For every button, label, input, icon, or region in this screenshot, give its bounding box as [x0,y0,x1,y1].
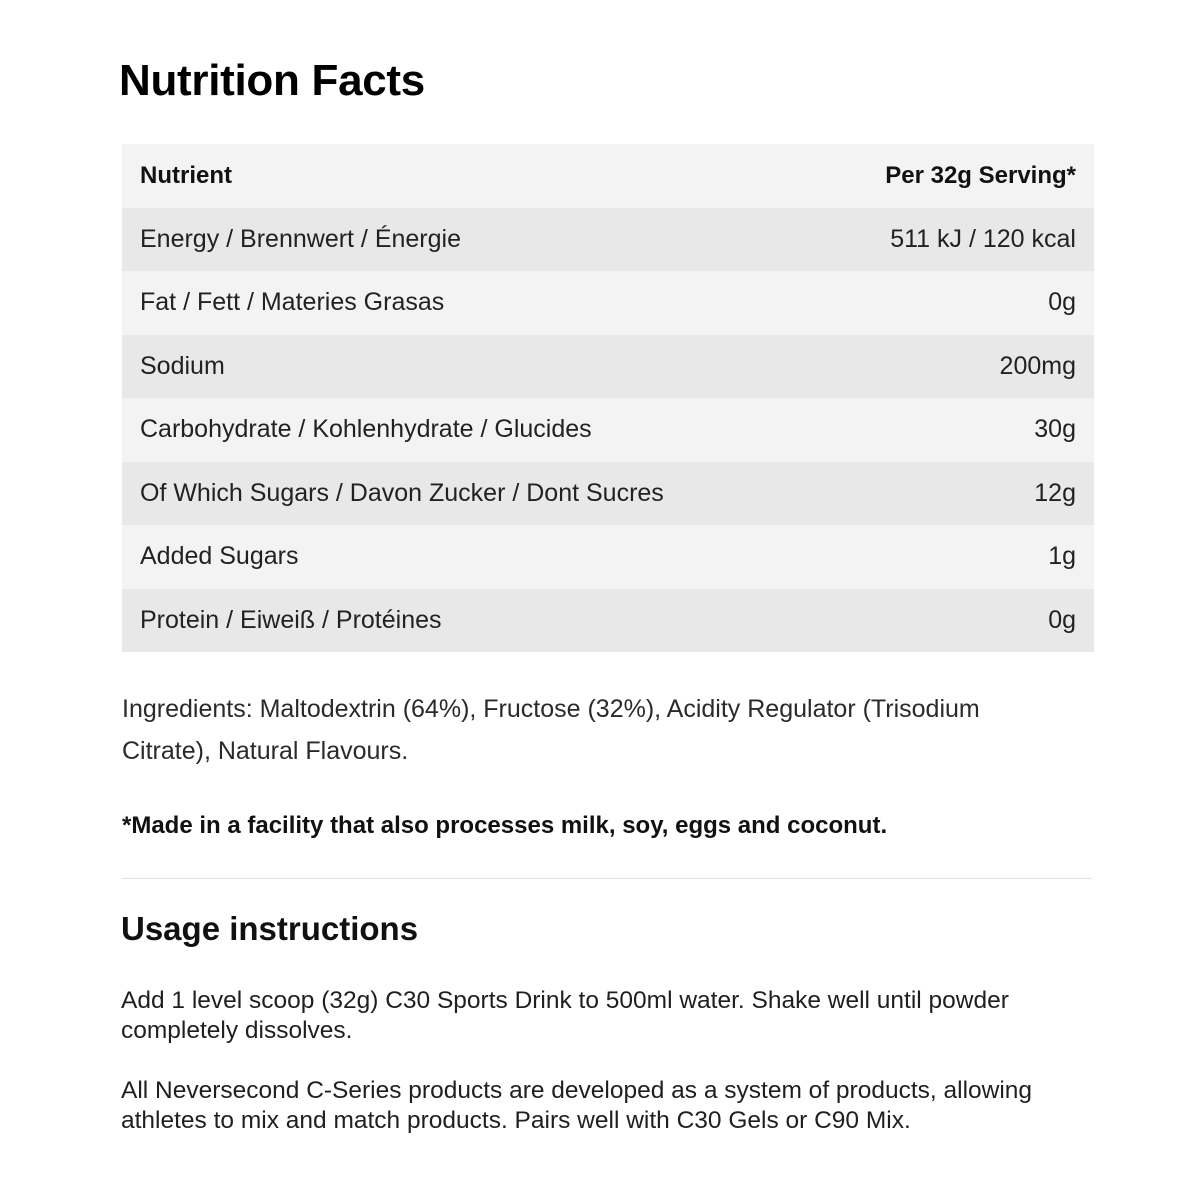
allergen-note: *Made in a facility that also processes milk, soy, eggs and coconut. [122,812,888,839]
table-row [122,208,1094,272]
table-header-row [122,144,1094,208]
nutrient-value: 12g [1034,478,1076,507]
section-divider [122,878,1092,879]
nutrient-value: 200mg [999,351,1076,380]
usage-instructions-title: Usage instructions [121,910,419,947]
table-row [122,271,1094,335]
nutrient-label: Fat / Fett / Materies Grasas [140,288,445,317]
nutrient-value: 0g [1048,288,1076,317]
table-row [122,398,1094,462]
table-row [122,525,1094,589]
table-row [122,335,1094,399]
nutrition-facts-title: Nutrition Facts [119,56,425,105]
usage-paragraph: Add 1 level scoop (32g) C30 Sports Drink to 500ml water. Shake well until powder completely dissolves. [121,987,1009,1044]
ingredients-text: Ingredients: Maltodextrin (64%), Fructose (32%), Acidity Regulator (Trisodium Citrate), Natural Flavours. [122,695,980,765]
table-row [122,589,1094,653]
nutrient-label: Protein / Eiweiß / Protéines [140,605,442,634]
nutrient-value: 30g [1034,415,1076,444]
header-serving: Per 32g Serving* [885,161,1076,189]
table-row [122,462,1094,526]
nutrient-label: Added Sugars [140,542,299,571]
usage-paragraph: All Neversecond C-Series products are developed as a system of products, allowing athletes to mix and match products. Pairs well with C30 Gels or C90 Mix. [121,1077,1033,1134]
nutrient-label: Energy / Brennwert / Énergie [140,224,461,253]
nutrient-label: Sodium [140,351,225,380]
nutrient-value: 1g [1048,542,1076,571]
nutrient-value: 511 kJ / 120 kcal [890,224,1076,253]
nutrient-label: Carbohydrate / Kohlenhydrate / Glucides [140,415,592,444]
nutrient-label: Of Which Sugars / Davon Zucker / Dont Sucres [140,478,664,507]
header-nutrient: Nutrient [140,161,232,189]
nutrient-value: 0g [1048,605,1076,634]
nutrition-table [122,144,1094,652]
